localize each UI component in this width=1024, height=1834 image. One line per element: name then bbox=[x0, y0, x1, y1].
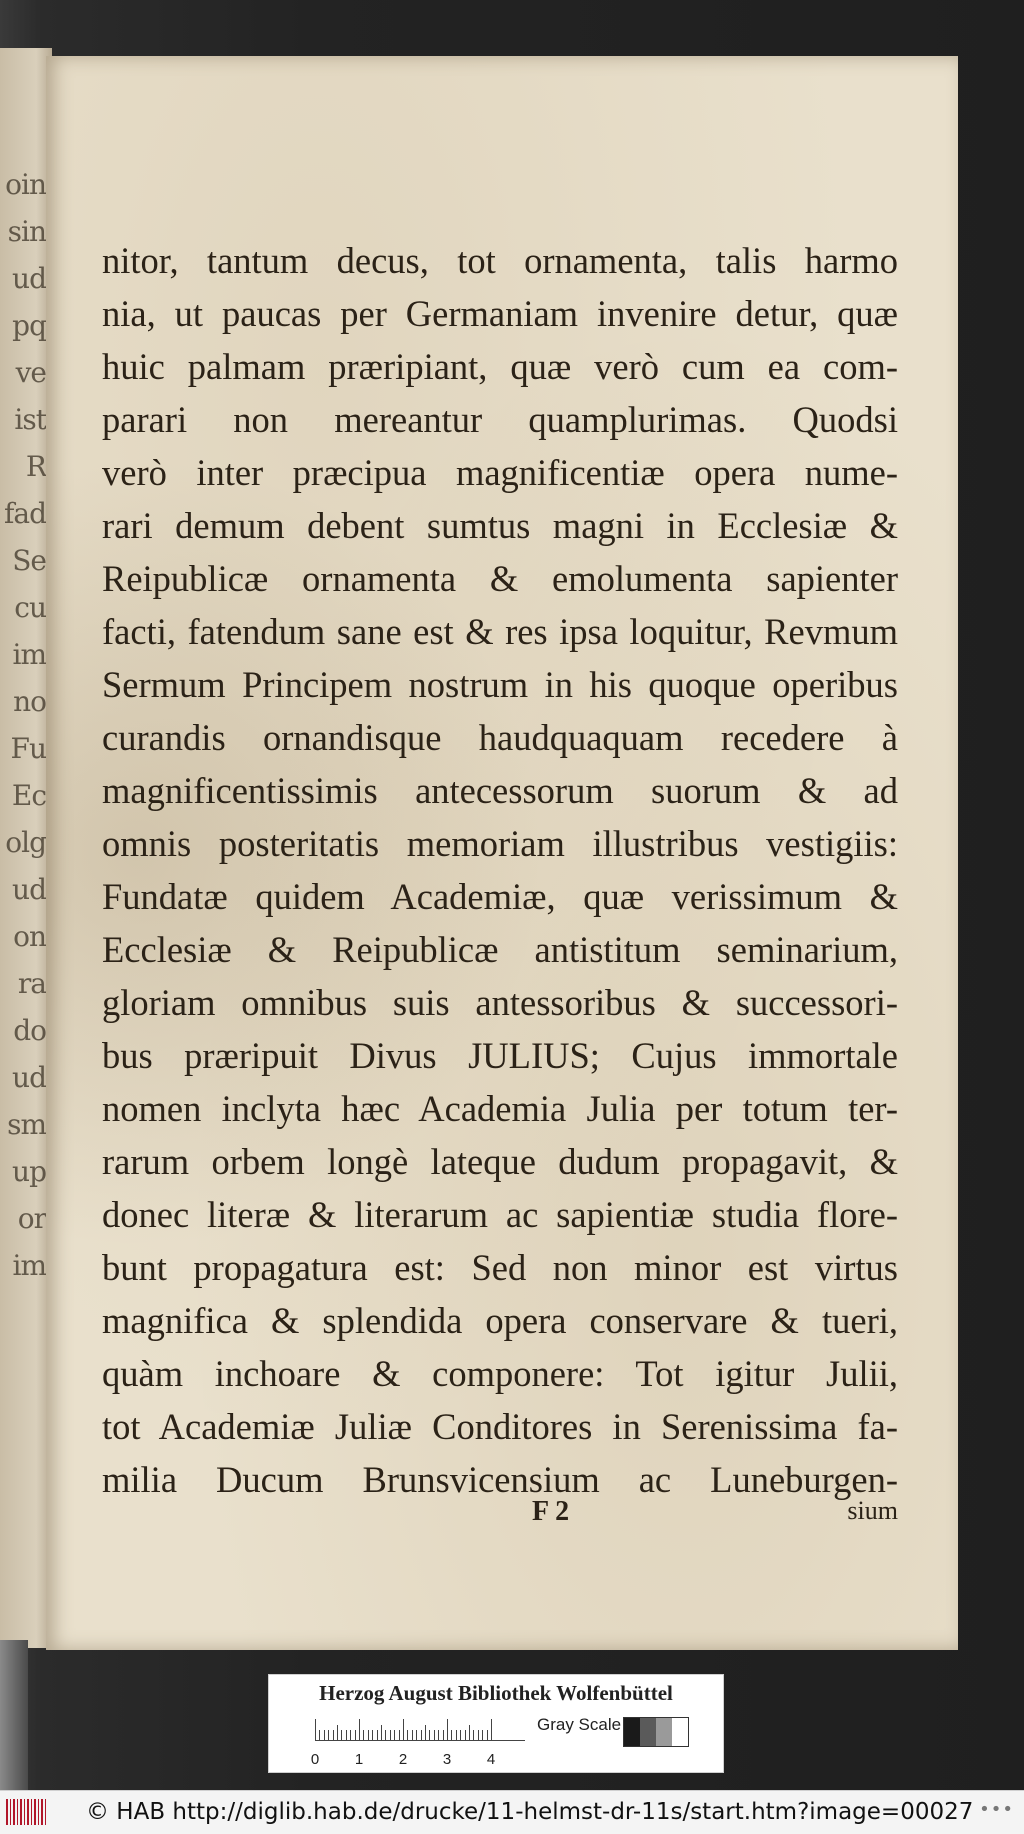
ruler-tick bbox=[491, 1719, 492, 1741]
text-line: nitor, tantum decus, tot ornamenta, talis harmo bbox=[102, 240, 898, 281]
text-line: donec literæ & literarum ac sapientiæ studia flore- bbox=[102, 1194, 898, 1235]
text-line: milia Ducum Brunsvicensium ac Luneburgen- bbox=[102, 1459, 898, 1500]
previous-page-fragment: up bbox=[12, 1155, 46, 1188]
previous-page-fragment: ud bbox=[12, 873, 46, 906]
text-line: nia, ut paucas per Germaniam invenire detur, quæ bbox=[102, 293, 898, 334]
text-line: Reipublicæ ornamenta & emolumenta sapienter bbox=[102, 558, 898, 599]
ruler-tick bbox=[482, 1730, 483, 1741]
text-line: tot Academiæ Juliæ Conditores in Serenissima fa- bbox=[102, 1406, 898, 1447]
gray-swatch bbox=[672, 1718, 688, 1746]
ruler-tick bbox=[333, 1730, 334, 1741]
text-line: huic palmam præripiant, quæ verò cum ea com- bbox=[102, 346, 898, 387]
ruler-tick bbox=[315, 1719, 316, 1741]
text-line: rarum orbem longè lateque dudum propagavit, & bbox=[102, 1141, 898, 1182]
ruler-tick bbox=[473, 1730, 474, 1741]
ruler-tick bbox=[460, 1730, 461, 1741]
ruler-tick bbox=[350, 1730, 351, 1741]
gray-swatch bbox=[640, 1718, 656, 1746]
text-line: quàm inchoare & componere: Tot igitur Julii, bbox=[102, 1353, 898, 1394]
ruler-tick bbox=[394, 1730, 395, 1741]
previous-page-fragment: ist bbox=[14, 403, 46, 436]
more-options-icon[interactable]: ••• bbox=[979, 1799, 1014, 1820]
gray-swatch bbox=[656, 1718, 672, 1746]
text-line: facti, fatendum sane est & res ipsa loquitur, Revmum bbox=[102, 611, 898, 652]
text-line: bus præripuit Divus JULIUS; Cujus immortale bbox=[102, 1035, 898, 1076]
previous-page-fragment: ra bbox=[17, 967, 46, 1000]
ruler-tick bbox=[385, 1730, 386, 1741]
previous-page-fragment: ud bbox=[12, 1061, 46, 1094]
text-line: nomen inclyta hæc Academia Julia per totum ter- bbox=[102, 1088, 898, 1129]
ruler-tick bbox=[425, 1725, 426, 1741]
text-line: verò inter præcipua magnificentiæ opera nume- bbox=[102, 452, 898, 493]
ruler-number: 2 bbox=[398, 1751, 408, 1768]
book-page bbox=[46, 56, 958, 1650]
text-line: Fundatæ quidem Academiæ, quæ verissimum & bbox=[102, 876, 898, 917]
ruler-tick bbox=[447, 1719, 448, 1741]
ruler-tick bbox=[346, 1730, 347, 1741]
signature-mark: F 2 bbox=[532, 1496, 570, 1527]
page-footer bbox=[102, 1496, 898, 1536]
previous-page-edge bbox=[0, 48, 52, 1648]
ruler-tick bbox=[319, 1730, 320, 1741]
ruler-tick bbox=[399, 1730, 400, 1741]
ruler-tick bbox=[429, 1730, 430, 1741]
text-line: Sermum Principem nostrum in his quoque operibus bbox=[102, 664, 898, 705]
ruler-tick bbox=[355, 1730, 356, 1741]
ruler-tick bbox=[456, 1730, 457, 1741]
text-line: magnificentissimis antecessorum suorum & ad bbox=[102, 770, 898, 811]
previous-page-fragment: do bbox=[13, 1014, 46, 1047]
library-name: Herzog August Bibliothek Wolfenbüttel bbox=[319, 1681, 673, 1705]
ruler-tick bbox=[328, 1730, 329, 1741]
ruler-tick bbox=[416, 1730, 417, 1741]
ruler-tick bbox=[377, 1730, 378, 1741]
text-line: curandis ornandisque haudquaquam recedere à bbox=[102, 717, 898, 758]
ruler-tick bbox=[478, 1730, 479, 1741]
text-line: gloriam omnibus suis antessoribus & successori- bbox=[102, 982, 898, 1023]
ruler-tick bbox=[341, 1730, 342, 1741]
color-scale-card bbox=[268, 1674, 724, 1773]
previous-page-fragment: on bbox=[13, 920, 46, 953]
ruler-tick bbox=[390, 1730, 391, 1741]
previous-page-fragment: sm bbox=[7, 1108, 46, 1141]
ruler-tick bbox=[372, 1730, 373, 1741]
gray-swatch bbox=[624, 1718, 640, 1746]
ruler-number: 3 bbox=[442, 1751, 452, 1768]
ruler-tick bbox=[407, 1730, 408, 1741]
text-line: bunt propagatura est: Sed non minor est virtus bbox=[102, 1247, 898, 1288]
book-edge bbox=[0, 1640, 28, 1790]
previous-page-fragment: Se bbox=[12, 544, 46, 577]
ruler-tick bbox=[412, 1730, 413, 1741]
previous-page-fragment: sin bbox=[7, 215, 46, 248]
ruler bbox=[310, 1715, 525, 1768]
text-line: omnis posteritatis memoriam illustribus vestigiis: bbox=[102, 823, 898, 864]
previous-page-fragment: or bbox=[17, 1202, 46, 1235]
previous-page-fragment: fad bbox=[4, 497, 46, 530]
hab-barcode-icon bbox=[6, 1799, 46, 1825]
ruler-tick bbox=[381, 1725, 382, 1741]
ruler-number: 4 bbox=[486, 1751, 496, 1768]
previous-page-fragment: R bbox=[25, 450, 46, 483]
ruler-tick bbox=[368, 1730, 369, 1741]
ruler-tick bbox=[465, 1730, 466, 1741]
previous-page-fragment: Ec bbox=[11, 779, 46, 812]
previous-page-fragment: ve bbox=[15, 356, 46, 389]
ruler-tick bbox=[451, 1730, 452, 1741]
previous-page-fragment: im bbox=[12, 638, 46, 671]
ruler-tick bbox=[359, 1719, 360, 1741]
text-line: parari non mereantur quamplurimas. Quodsi bbox=[102, 399, 898, 440]
text-line: rari demum debent sumtus magni in Ecclesiæ & bbox=[102, 505, 898, 546]
ruler-tick bbox=[363, 1730, 364, 1741]
text-line: magnifica & splendida opera conservare & tueri, bbox=[102, 1300, 898, 1341]
ruler-tick bbox=[421, 1730, 422, 1741]
page-text bbox=[102, 234, 898, 1506]
previous-page-fragment: olg bbox=[5, 826, 46, 859]
status-bar bbox=[0, 1790, 1024, 1834]
previous-page-fragment: ud bbox=[12, 262, 46, 295]
gray-scale-bar bbox=[623, 1717, 689, 1747]
previous-page-fragment: no bbox=[13, 685, 46, 718]
ruler-tick bbox=[434, 1730, 435, 1741]
ruler-tick bbox=[324, 1730, 325, 1741]
source-url[interactable]: © HAB http://diglib.hab.de/drucke/11-helmst-dr-11s/start.htm?image=00027 bbox=[86, 1799, 974, 1825]
ruler-tick bbox=[469, 1725, 470, 1741]
ruler-number: 0 bbox=[310, 1751, 320, 1768]
previous-page-fragment: cu bbox=[14, 591, 46, 624]
catchword: sium bbox=[847, 1496, 898, 1525]
ruler-tick bbox=[443, 1730, 444, 1741]
previous-page-fragment: Fu bbox=[10, 732, 46, 765]
ruler-tick bbox=[438, 1730, 439, 1741]
previous-page-fragment: im bbox=[12, 1249, 46, 1282]
ruler-tick bbox=[487, 1730, 488, 1741]
gray-scale-label: Gray Scale bbox=[537, 1715, 622, 1734]
ruler-tick bbox=[337, 1725, 338, 1741]
previous-page-fragment: oin bbox=[5, 168, 46, 201]
text-line: Ecclesiæ & Reipublicæ antistitum seminarium, bbox=[102, 929, 898, 970]
previous-page-fragment: pq bbox=[12, 309, 46, 342]
ruler-number: 1 bbox=[354, 1751, 364, 1768]
ruler-tick bbox=[403, 1719, 404, 1741]
